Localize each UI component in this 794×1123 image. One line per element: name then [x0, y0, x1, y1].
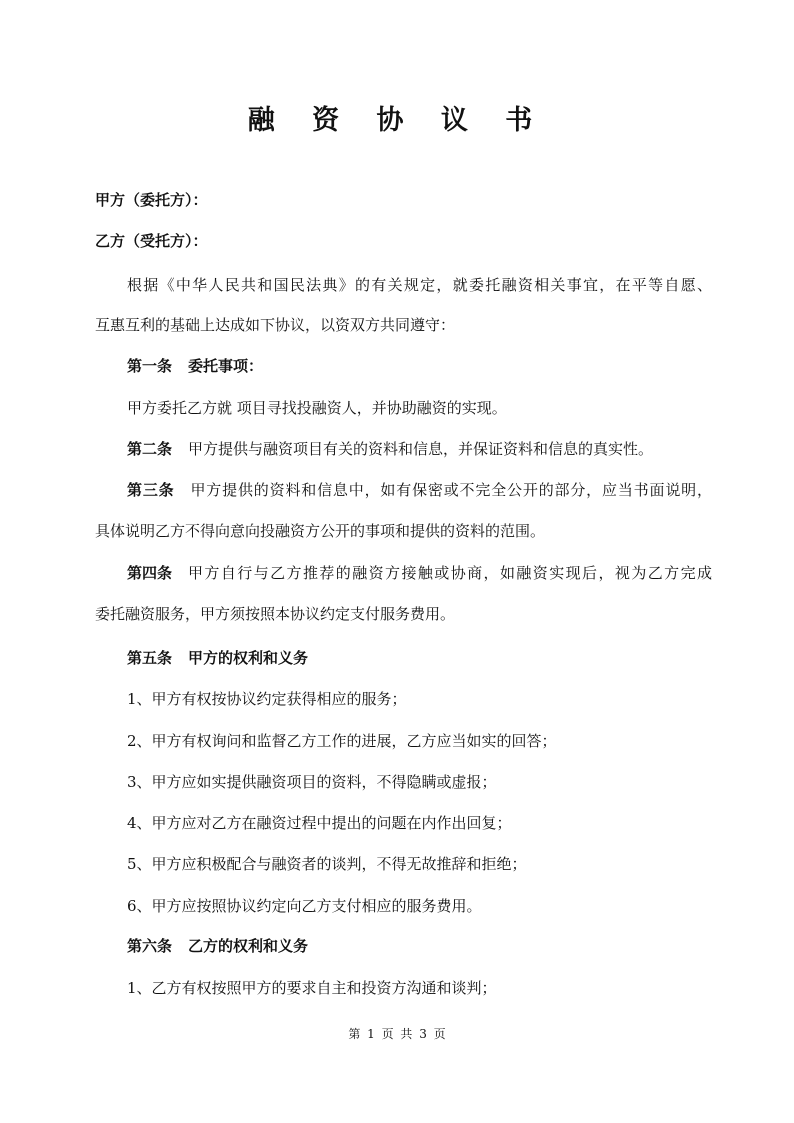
article-3-line-2: 具体说明乙方不得向意向投融资方公开的事项和提供的资料的范围。: [95, 522, 546, 540]
article-text: 甲方提供与融资项目有关的资料和信息，并保证资料和信息的真实性。: [188, 440, 654, 458]
article-title: 委托事项：: [188, 357, 264, 375]
page-footer: 第 1 页 共 3 页: [348, 1027, 446, 1041]
article-4-line-1: [127, 563, 712, 583]
article-text: 甲方自行与乙方推荐的融资方接触或协商，如融资实现后，视为乙方完成: [188, 564, 712, 582]
intro-line-1: 根据《中华人民共和国民法典》的有关规定，就委托融资相关事宜，在平等自愿、: [127, 276, 712, 294]
article-title: 乙方的权利和义务: [188, 937, 309, 955]
article-label: 第二条: [127, 440, 173, 458]
document-title: 融 资 协 议 书: [247, 105, 547, 136]
intro-line-2: 互惠互利的基础上达成如下协议，以资双方共同遵守：: [95, 316, 456, 334]
list-item: 1、甲方有权按协议约定获得相应的服务；: [127, 690, 407, 708]
article-1-heading: [127, 356, 263, 376]
party-a-label: 甲方（委托方）：: [95, 191, 208, 209]
list-item: 4、甲方应对乙方在融资过程中提出的问题在内作出回复；: [127, 814, 512, 832]
article-2: [127, 439, 653, 459]
list-item: 1、乙方有权按照甲方的要求自主和投资方沟通和谈判；: [127, 979, 497, 997]
article-4-line-2: 委托融资服务，甲方须按照本协议约定支付服务费用。: [95, 605, 456, 623]
list-item: 5、甲方应积极配合与融资者的谈判，不得无故推辞和拒绝；: [127, 855, 527, 873]
list-item: 2、甲方有权询问和监督乙方工作的进展，乙方应当如实的回答；: [127, 732, 557, 750]
party-b-label: 乙方（受托方）：: [95, 232, 208, 250]
article-label: 第四条: [127, 564, 173, 582]
article-5-heading: [127, 648, 308, 668]
article-label: 第三条: [127, 481, 175, 499]
article-title: 甲方的权利和义务: [188, 649, 309, 667]
article-1-text: 甲方委托乙方就 项目寻找投融资人，并协助融资的实现。: [127, 399, 507, 417]
article-3-line-1: [127, 480, 712, 500]
article-label: 第一条: [127, 357, 173, 375]
list-item: 6、甲方应按照协议约定向乙方支付相应的服务费用。: [127, 897, 482, 915]
article-text: 甲方提供的资料和信息中，如有保密或不完全公开的部分，应当书面说明，: [190, 481, 712, 499]
article-label: 第五条: [127, 649, 173, 667]
list-item: 3、甲方应如实提供融资项目的资料，不得隐瞒或虚报；: [127, 773, 497, 791]
article-label: 第六条: [127, 937, 173, 955]
article-6-heading: [127, 936, 308, 956]
